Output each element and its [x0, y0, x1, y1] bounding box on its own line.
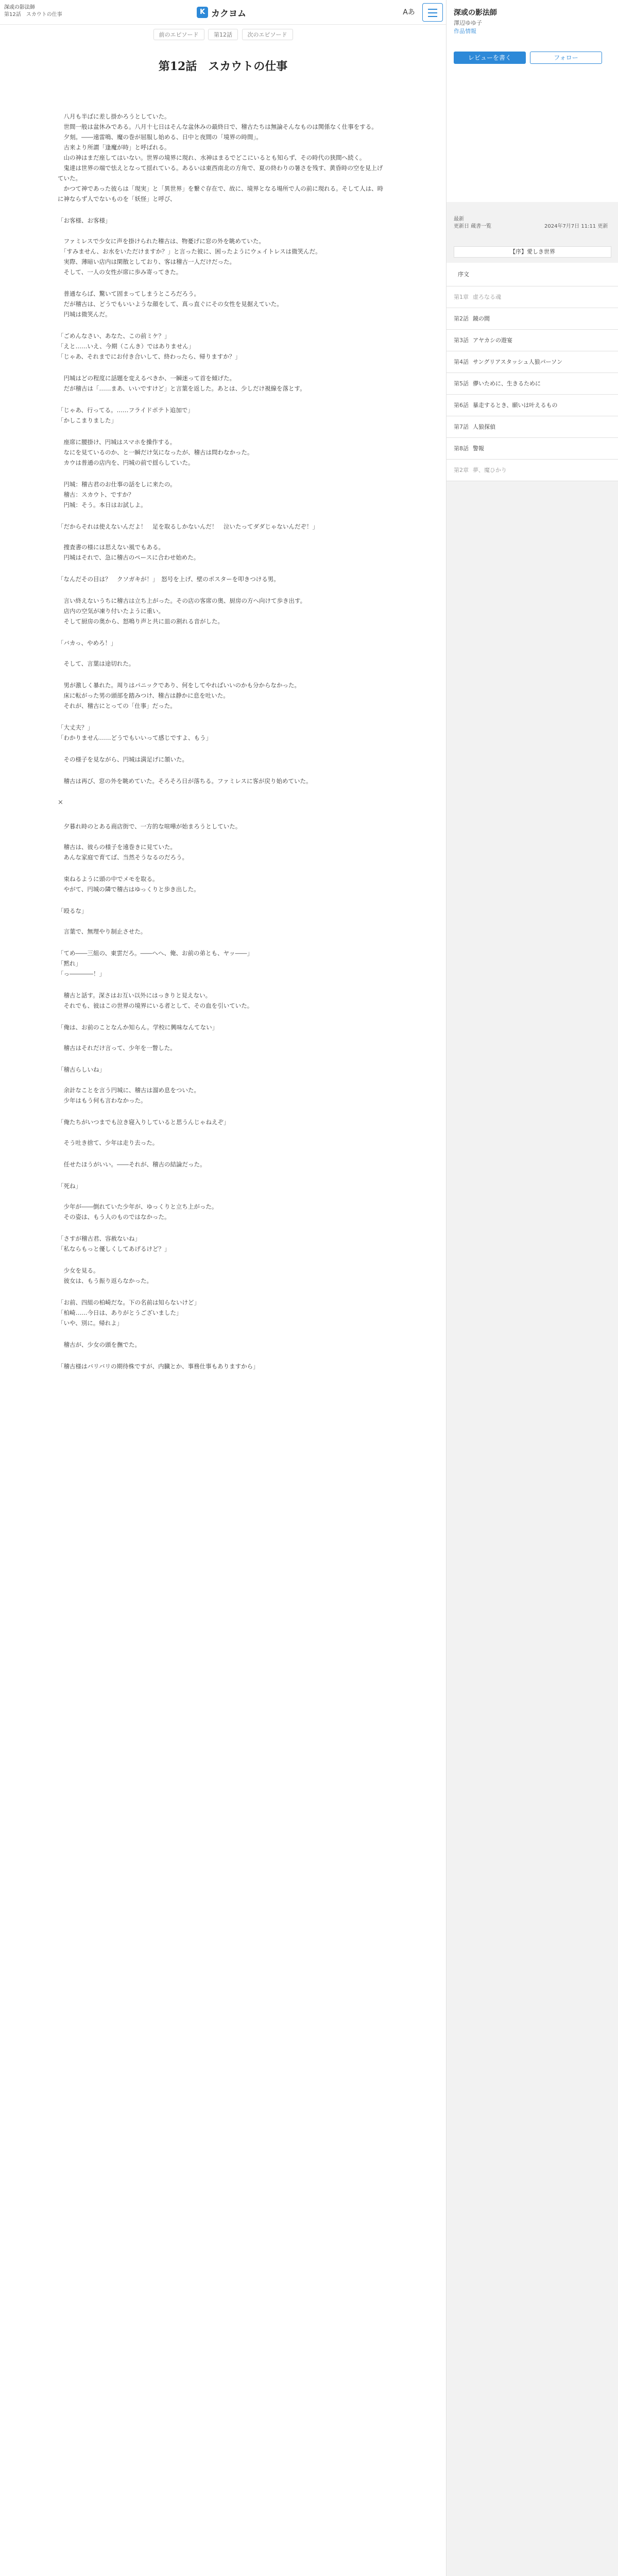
toc-item-number: 第8話 — [454, 445, 469, 452]
episode-title: 第12話 スカウトの仕事 — [158, 60, 288, 73]
header-episode-title: 第12話 スカウトの仕事 — [4, 12, 62, 18]
toc-item-label: 警報 — [473, 445, 484, 452]
body-paragraph: 束ねるように頭の中でメモを取る。 やがて、円城の隣で稽古はゆっくりと歩き出した。 — [63, 875, 200, 893]
body-paragraph: その様子を見ながら、円城は満足げに頷いた。 — [58, 756, 188, 763]
body-paragraph: 「死ね」 少年が――倒れていた少年が、ゆっくりと立ち上がった。 その姿は、もう人のものではなかった。 — [58, 1182, 218, 1221]
font-setting-button[interactable]: Aあ — [403, 8, 415, 16]
top-header — [0, 0, 446, 25]
body-paragraph: 「稽古様はバリバリの期待株ですが、内臓とか、事務仕事もありますから」 — [58, 1363, 259, 1370]
toc-item-number: 第7話 — [454, 423, 469, 430]
toc-item-label: 暴走するとき、願いは叶えるもの — [473, 402, 558, 409]
toc-item[interactable] — [447, 308, 618, 330]
body-paragraph: 少女を見る。 彼女は、もう振り返らなかった。 — [63, 1267, 152, 1284]
toc-item-number: 第2話 — [454, 315, 469, 322]
body-paragraph: 稽古は再び、窓の外を眺めていた。そろそろ日が落ちる。ファミレスに客が戻り始めていた。 — [58, 777, 312, 785]
toc-item-number: 第5話 — [454, 380, 469, 387]
body-paragraph: 男が激しく暴れた。周りはパニックであり、何をしてやればいいのかも分からなかった。 床に転がった男の頭部を踏みつけ、稽古は静かに息を吐いた。 それが、稽古にとっての「仕事」だった。 — [63, 682, 301, 709]
toc-item[interactable] — [447, 351, 618, 373]
prev-episode-link[interactable]: 前のエピソード — [153, 29, 204, 40]
toc-item[interactable] — [447, 286, 618, 308]
header-work-info[interactable] — [4, 4, 71, 19]
logo-text: カクヨム — [211, 8, 246, 19]
body-paragraph: 言い終えないうちに稽古は立ち上がった。その店の客席の奥、厨房の方へ向けて歩き出す。 店内の空気が凍り付いたように重い。 そして厨房の奥から、怒鳴り声と共に皿の割れる音がした。 — [63, 597, 306, 625]
sidebar-update-label: 更新日 蔵書一覧 — [454, 224, 492, 229]
toc-item-label: 序文 — [458, 271, 469, 278]
header-work-title[interactable]: 深或の影法師 — [4, 5, 35, 10]
body-paragraph: 円城：稽古君のお仕事の話をしに来たの。 稽古：スカウト、ですか？ 円城：そう。本日はお試しよ。 — [63, 481, 176, 509]
toc-item-number: 第4話 — [454, 359, 469, 365]
body-paragraph: 円城はどの程度に話題を変えるべきか、一瞬迷って首を傾げた。 だが稽古は「……まあ、いいですけど」と言葉を返した。あとは、少しだけ視線を落とす。 — [63, 375, 306, 392]
kakuyomu-logo[interactable] — [197, 6, 246, 19]
body-paragraph: 普通ならば、驚いて固まってしまうところだろう。 だが稽古は、どうでもいいような顔をして、真っ直ぐにその女性を見据えていた。 円城は微笑んだ。 — [63, 290, 283, 318]
toc-item-label: 人狼探偵 — [473, 423, 495, 430]
sidebar-work-card — [447, 0, 618, 202]
body-paragraph: 「稽古らしいね」 余計なことを言う円城に、稽古は溜め息をついた。 少年はもう何も言わなかった。 — [58, 1066, 200, 1104]
toc-item-label: 虚ろなる魂 — [473, 294, 501, 300]
follow-button[interactable]: フォロー — [530, 52, 602, 64]
toc-item-number: 第6話 — [454, 402, 469, 409]
body-paragraph: 「さすが稽古君、容赦ないね」 「私ならもっと優しくしてあげるけど？」 — [58, 1235, 170, 1252]
toc-item[interactable] — [447, 395, 618, 416]
episode-body — [58, 111, 388, 1383]
body-paragraph: 「じゃあ、行ってる。……フライドポテト追加で」 「かしこまりました」 — [58, 406, 194, 424]
body-paragraph: 「お客様、お客様」 ファミレスで少女に声を掛けられた稽古は、物憂げに窓の外を眺めていた。 「すみません、お水をいただけますか？」と言った彼に、困ったようにウェイトレスは微笑んだ。 実際、薄暗い店内は閑散としており、客は稽古一人だけだった。 そして、一人の女性が席に歩み寄ってきた。 — [58, 217, 321, 276]
sidebar-author[interactable]: 澤辺ゆゆ子 — [454, 20, 482, 26]
toc-item-label: アヤカシの遊宴 — [473, 337, 512, 344]
body-paragraph: 「殴るな」 言葉で、無理やり制止させた。 — [58, 907, 147, 935]
toc-item[interactable] — [447, 330, 618, 351]
sidebar-work-title[interactable]: 深或の影法師 — [454, 9, 497, 17]
body-paragraph: 「俺は、お前のことなんか知らん。学校に興味なんてない」 稽古はそれだけ言って、少年を一瞥した。 — [58, 1024, 218, 1052]
toc-item[interactable] — [447, 373, 618, 395]
logo-icon: K — [197, 7, 208, 18]
toc-item-label: 鏡の間 — [473, 315, 490, 322]
toc-item-number: 第2章 — [454, 467, 469, 473]
body-paragraph: 稽古と話す。深さはお互い以外にはっきりと見えない。 それでも、彼はこの世界の境界にいる者として、その血を引いていた。 — [63, 992, 253, 1009]
body-paragraph: 「お前、四組の柏崎だな。下の名前は知らないけど」 「柏崎……今日は、ありがとうございました」 「いや、別に。帰れよ」 — [58, 1299, 200, 1327]
sidebar-work-info-link[interactable]: 作品情報 — [454, 28, 476, 35]
toc-item[interactable] — [447, 460, 618, 481]
body-paragraph: 八月も半ばに差し掛かろうとしていた。 世間一般は盆休みである。八月十七日はそんな盆休みの最終日で、稽古たちは無論そんなものは関係なく仕事をする。 夕刻。――遠雷鳴、魔の巻が屈服し始める、日中と夜間の「境界の時間」。 古来より所謂「逢魔が時」と呼ばれる。 山の神はまだ座してはいない。世界の境界に現れ、水神はまるでどこにいるとも知らず、その時代の狭間へ続く。 鬼達は世界の端で怯えとなって揺れている。あるいは東西南北の方角で、夏の終わりの暑さを残す、黄昏時の空を見上げていた。 かつて神であった彼らは「現実」と「異世界」を繋ぐ存在で、故に、境界となる場所で人の前に現れる。そして人は、時に神ならず人でないものを「妖怪」と呼び、 — [58, 113, 384, 202]
scene-separator: × — [58, 799, 63, 806]
body-paragraph: 「だからそれは使えないんだよ！ 足を取るしかないんだ！ 泣いたってダダじゃないんだぞ！」 捜査書の様には思えない風でもある。 円城はそれで、急に稽古のペースに合わせ始めた。 — [58, 523, 318, 561]
toc-item-number: 第1章 — [454, 294, 469, 300]
toc-item-label: サングリアスタッシュ人狼パーソン — [473, 359, 563, 365]
toc-item[interactable] — [447, 263, 618, 286]
toc-item[interactable] — [447, 438, 618, 460]
body-paragraph: 座席に腰掛け、円城はスマホを操作する。 なにを見ているのか、と一瞬だけ気になったが、稽古は問わなかった。 カウは普通の店内を、円城の前で揺らしていた。 — [63, 438, 253, 466]
episode-nav — [0, 29, 446, 40]
sidebar-section-bar[interactable]: 【序】愛しき世界 — [454, 246, 611, 258]
body-paragraph: 「てめ――三組の、東雲だろ。――へへ、俺、お前の弟とも、ヤッ――」 「黙れ」 「っ――――！」 — [58, 950, 253, 977]
menu-icon-line — [428, 12, 437, 13]
body-paragraph: 任せたほうがいい。――それが、稽古の結論だった。 — [58, 1161, 206, 1168]
sidebar-update-date: 2024年7月7日 11:11 更新 — [544, 224, 608, 229]
body-paragraph: 「バカっ、やめろ！」 そして、言葉は途切れた。 — [58, 639, 135, 667]
body-paragraph: 稽古が、少女の頭を撫でた。 — [58, 1341, 141, 1348]
menu-icon — [428, 9, 437, 10]
toc-item-label: 儚いために、生きるために — [473, 380, 541, 387]
work-sidebar — [446, 0, 618, 2576]
body-paragraph: 「ごめんなさい、あなた、この前ミケ？」 「えと……いえ、今期（こんき）ではありません」 「じゃあ、それまでにお付き合いして、終わったら、帰りますか？」 — [58, 332, 241, 360]
body-paragraph: 「大丈夫？」 「わかりません……どうでもいいって感じですよ、もう」 — [58, 724, 212, 741]
body-paragraph: 「俺たちがいつまでも泣き寝入りしていると思うんじゃねえぞ」 そう吐き捨て、少年は走り去った。 — [58, 1118, 230, 1146]
menu-icon-line — [428, 16, 437, 17]
toc-item-label: 夢、魔ひかり — [473, 467, 507, 473]
current-episode-label: 第12話 — [208, 29, 238, 40]
toc-item-number: 第3話 — [454, 337, 469, 344]
write-review-button[interactable]: レビューを書く — [454, 52, 526, 64]
menu-button[interactable] — [422, 3, 443, 22]
body-paragraph: 「なんだその目は？ クソガキが！」 怒号を上げ、壁のポスターを叩きつける男。 — [58, 575, 280, 583]
body-paragraph: 夕暮れ時のとある商店街で、一方的な喧嘩が始まろうとしていた。 稽古は、彼らの様子を遠巻きに見ていた。 あんな家庭で育てば、当然そうなるのだろう。 — [63, 823, 242, 861]
toc-item[interactable] — [447, 416, 618, 438]
next-episode-link[interactable]: 次のエピソード — [242, 29, 293, 40]
sidebar-latest-label: 最新 — [454, 216, 464, 222]
table-of-contents — [447, 263, 618, 481]
